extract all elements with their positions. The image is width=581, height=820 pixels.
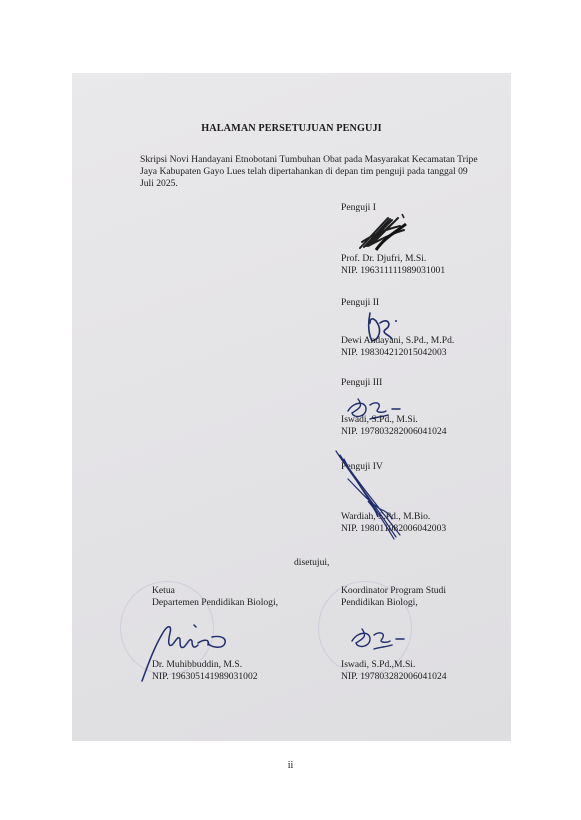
examiner-3-name: Iswadi, S.Pd., M.Si. <box>341 414 418 425</box>
left-approver-role-2: Departemen Pendidikan Biologi, <box>152 597 279 608</box>
right-approver-signature <box>348 625 410 655</box>
right-approver-role-2: Pendidikan Biologi, <box>341 597 418 608</box>
examiner-2-label: Penguji II <box>341 297 380 308</box>
examiner-1-label: Penguji I <box>341 202 376 213</box>
left-approver-role-1: Ketua <box>152 585 175 596</box>
examiner-3-label: Penguji III <box>341 377 383 388</box>
intro-paragraph: Skripsi Novi Handayani Etnobotani Tumbuhan Obat pada Masyarakat Kecamatan Tripe Jaya Kabupaten Gayo Lues telah dipertahankan di depan tim penguji pada tanggal 09 Juli 2025. <box>140 154 478 189</box>
right-approver-role-1: Koordinator Program Studi <box>341 585 446 596</box>
document-photo <box>72 73 511 741</box>
right-approver-nip: NIP. 197803282006041024 <box>341 671 447 682</box>
right-approver-name: Iswadi, S.Pd.,M.Si. <box>341 659 416 670</box>
examiner-1-signature <box>354 212 414 252</box>
page-number: ii <box>287 760 294 771</box>
examiner-4-nip: NIP. 198011082006042003 <box>341 523 447 534</box>
examiner-1-nip: NIP. 196311111989031001 <box>341 265 446 276</box>
examiner-4-label: Penguji IV <box>341 461 383 472</box>
approved-label: disetujui, <box>294 557 330 568</box>
page-title: HALAMAN PERSETUJUAN PENGUJI <box>201 123 382 134</box>
left-approver-nip: NIP. 196305141989031002 <box>152 671 258 682</box>
examiner-1-name: Prof. Dr. Djufri, M.Si. <box>341 253 427 264</box>
examiner-2-name: Dewi Andayani, S.Pd., M.Pd. <box>341 335 455 346</box>
left-approver-name: Dr. Muhibbuddin, M.S. <box>152 659 243 670</box>
examiner-4-name: Wardiah, S.Pd., M.Bio. <box>341 511 431 522</box>
examiner-2-nip: NIP. 198304212015042003 <box>341 347 447 358</box>
examiner-4-signature <box>334 449 404 541</box>
examiner-3-nip: NIP. 197803282006041024 <box>341 426 447 437</box>
